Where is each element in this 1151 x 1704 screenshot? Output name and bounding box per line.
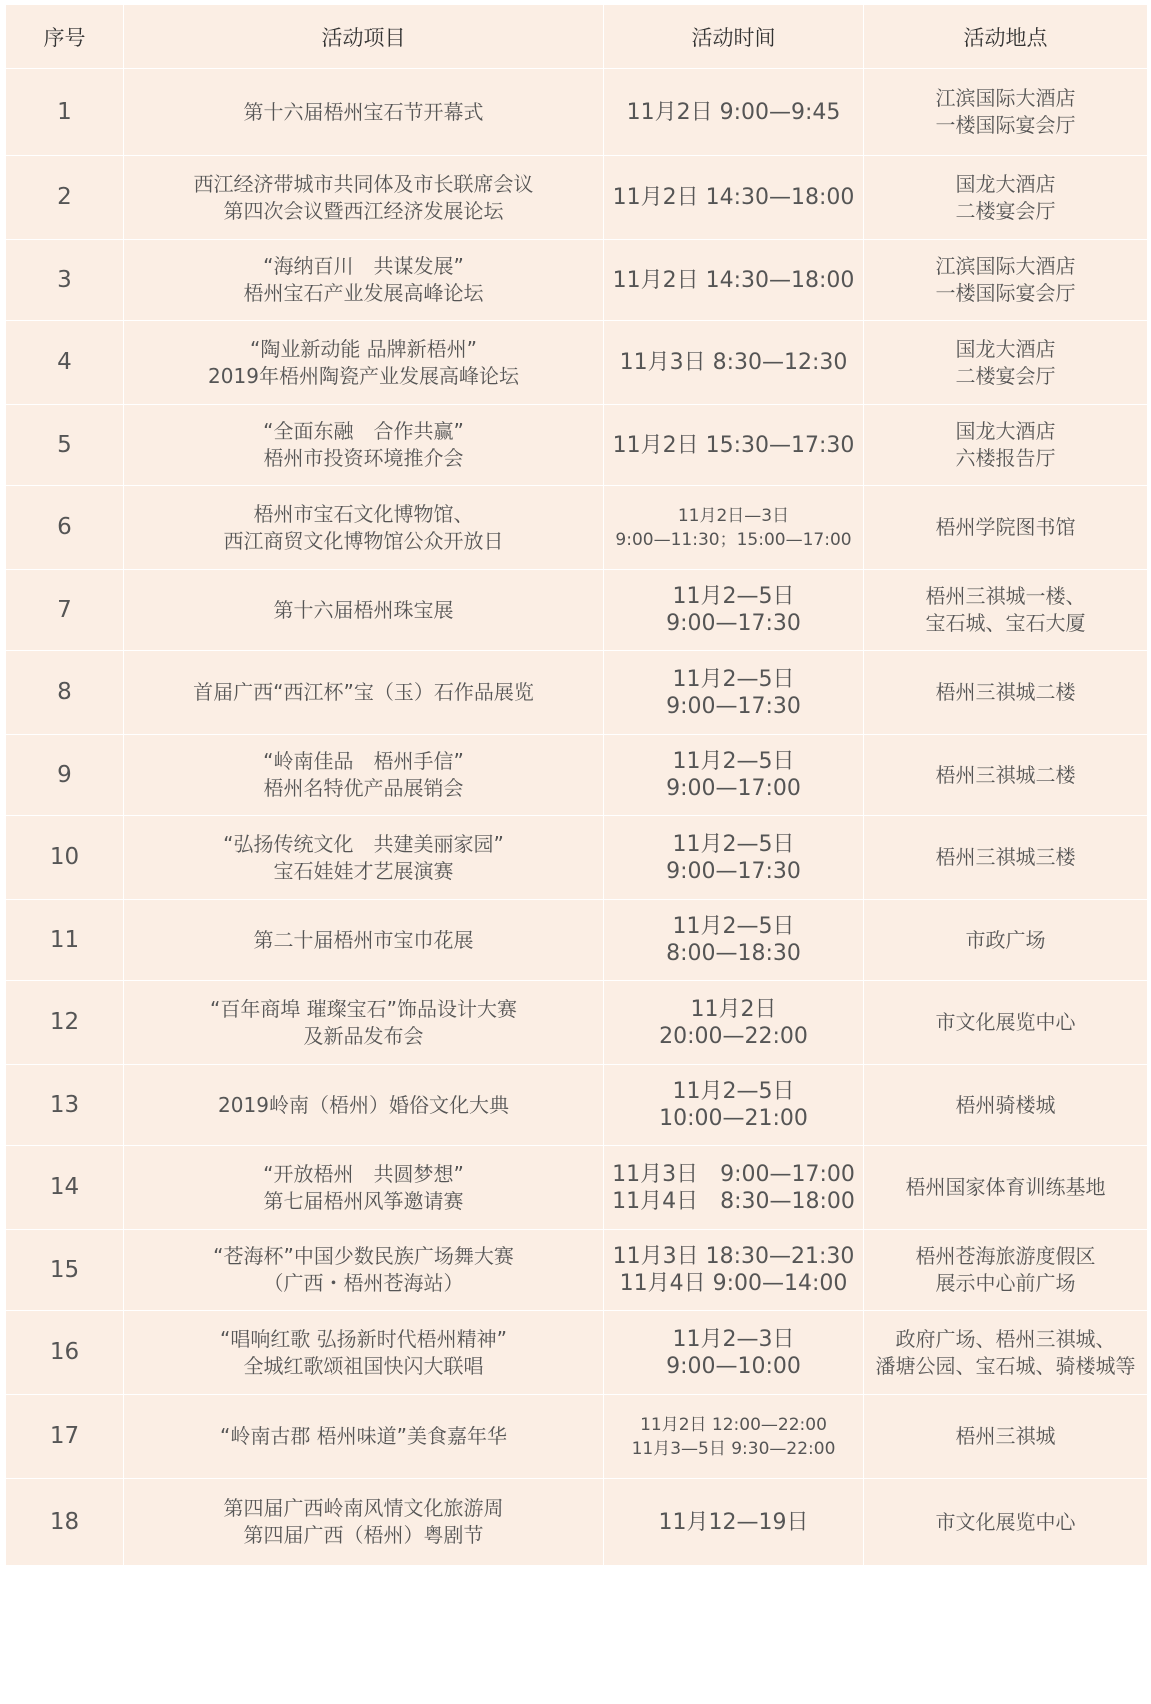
cell-item-line: 第七届梧州风筝邀请赛 [263, 1188, 464, 1213]
cell-place-line: 市政广场 [965, 927, 1046, 952]
cell-place-line: 市文化展览中心 [935, 1509, 1076, 1534]
header-place: 活动地点 [864, 5, 1148, 69]
cell-item [124, 900, 604, 981]
cell-item [124, 69, 604, 156]
cell-time [604, 486, 864, 570]
cell-time [604, 156, 864, 240]
cell-place-line: 潘塘公园、宝石城、骑楼城等 [875, 1353, 1136, 1378]
cell-item [124, 1230, 604, 1311]
table-row [6, 1146, 1148, 1230]
table-row [6, 981, 1148, 1065]
cell-item [124, 981, 604, 1065]
header-row [6, 5, 1148, 69]
cell-place [864, 321, 1148, 405]
cell-place-line: 江滨国际大酒店 [935, 254, 1076, 278]
cell-time [604, 240, 864, 321]
table-row [6, 1230, 1148, 1311]
cell-place-line: 梧州三祺城一楼、 [925, 584, 1086, 608]
cell-place-line: 国龙大酒店 [955, 419, 1056, 443]
cell-item [124, 156, 604, 240]
cell-no: 18 [6, 1479, 124, 1566]
cell-item-line: 2019年梧州陶瓷产业发展高峰论坛 [208, 363, 519, 388]
cell-item-line: 第四次会议暨西江经济发展论坛 [223, 198, 504, 223]
cell-place-line: 政府广场、梧州三祺城、 [895, 1326, 1116, 1351]
cell-no: 16 [6, 1311, 124, 1395]
cell-item-line: “岭南古郡 梧州味道”美食嘉年华 [219, 1424, 508, 1448]
cell-time-line: 11月2日 14:30—18:00 [612, 267, 855, 293]
cell-time [604, 735, 864, 816]
schedule-body [6, 69, 1148, 1566]
cell-place-line: 梧州三祺城二楼 [935, 762, 1076, 787]
cell-time-line: 9:00—11:30；15:00—17:00 [615, 529, 852, 550]
cell-item [124, 570, 604, 651]
cell-item-line: 西江经济带城市共同体及市长联席会议 [193, 171, 534, 196]
cell-place [864, 240, 1148, 321]
cell-no: 10 [6, 816, 124, 900]
cell-time-line: 9:00—17:30 [666, 858, 801, 884]
cell-no: 12 [6, 981, 124, 1065]
cell-time-line: 8:00—18:30 [666, 941, 801, 966]
cell-item [124, 1479, 604, 1566]
cell-item-line: “陶业新动能 品牌新梧州” [249, 336, 478, 361]
cell-place-line: 国龙大酒店 [955, 336, 1056, 361]
cell-time-line: 11月2日 14:30—18:00 [612, 185, 855, 210]
cell-place [864, 570, 1148, 651]
cell-no: 6 [6, 486, 124, 570]
cell-item-line: 梧州市宝石文化博物馆、 [253, 501, 474, 526]
cell-no: 8 [6, 651, 124, 735]
cell-place [864, 1065, 1148, 1146]
cell-item-line: 宝石娃娃才艺展演赛 [273, 858, 454, 883]
table-row [6, 900, 1148, 981]
cell-place [864, 981, 1148, 1065]
cell-time-line: 11月4日 9:00—14:00 [619, 1271, 848, 1296]
cell-place-line: 梧州骑楼城 [955, 1092, 1056, 1117]
header-item: 活动项目 [124, 5, 604, 69]
schedule-wrapper [5, 4, 1147, 1566]
cell-time [604, 1395, 864, 1479]
cell-item-line: 梧州宝石产业发展高峰论坛 [243, 281, 484, 305]
header-no: 序号 [6, 5, 124, 69]
cell-time-line: 11月2—5日 [672, 584, 795, 609]
cell-item-line: 第四届广西（梧州）粤剧节 [243, 1523, 484, 1547]
cell-item-line: “唱响红歌 弘扬新时代梧州精神” [219, 1326, 508, 1351]
cell-place [864, 900, 1148, 981]
cell-item-line: “开放梧州 共圆梦想” [263, 1161, 464, 1186]
cell-place [864, 156, 1148, 240]
cell-item [124, 240, 604, 321]
cell-no: 11 [6, 900, 124, 981]
cell-place-line: 一楼国际宴会厅 [935, 113, 1076, 137]
table-row [6, 1479, 1148, 1566]
cell-time-line: 9:00—10:00 [666, 1353, 801, 1379]
cell-place [864, 816, 1148, 900]
cell-time-line: 11月3日 18:30—21:30 [612, 1244, 855, 1269]
table-row [6, 570, 1148, 651]
cell-time-line: 11月2—5日 [672, 914, 795, 939]
cell-item-line: （广西・梧州苍海站） [263, 1271, 464, 1295]
table-row [6, 1065, 1148, 1146]
cell-item [124, 1311, 604, 1395]
cell-place-line: 梧州三祺城 [955, 1424, 1056, 1448]
cell-place [864, 1230, 1148, 1311]
cell-no: 15 [6, 1230, 124, 1311]
cell-time [604, 405, 864, 486]
cell-time [604, 69, 864, 156]
cell-place-line: 梧州三祺城三楼 [935, 845, 1076, 869]
cell-time-line: 11月2日 12:00—22:00 [640, 1414, 827, 1435]
cell-time [604, 1230, 864, 1311]
cell-time [604, 321, 864, 405]
cell-no: 9 [6, 735, 124, 816]
cell-no: 5 [6, 405, 124, 486]
cell-item [124, 1146, 604, 1230]
cell-time-line: 9:00—17:30 [666, 611, 801, 636]
cell-item-line: “岭南佳品 梧州手信” [263, 749, 464, 773]
cell-place-line: 一楼国际宴会厅 [935, 281, 1076, 305]
cell-time-line: 11月2日 [690, 996, 777, 1022]
cell-place [864, 1311, 1148, 1395]
cell-item-line: 第二十届梧州市宝巾花展 [253, 927, 474, 952]
table-row [6, 651, 1148, 735]
cell-item-line: 第十六届梧州宝石节开幕式 [243, 99, 484, 124]
cell-place-line: 梧州三祺城二楼 [935, 680, 1076, 704]
cell-place-line: 二楼宴会厅 [955, 198, 1056, 223]
cell-item [124, 651, 604, 735]
cell-place-line: 江滨国际大酒店 [935, 86, 1076, 110]
cell-time [604, 1311, 864, 1395]
cell-no: 2 [6, 156, 124, 240]
cell-time-line: 11月2—3日 [672, 1326, 795, 1352]
cell-time-line: 11月3—5日 9:30—22:00 [631, 1438, 836, 1459]
table-row [6, 405, 1148, 486]
cell-item-line: 西江商贸文化博物馆公众开放日 [223, 528, 504, 553]
cell-item-line: 全城红歌颂祖国快闪大联唱 [243, 1353, 484, 1378]
table-row [6, 735, 1148, 816]
table-row [6, 486, 1148, 570]
cell-item-line: 梧州市投资环境推介会 [263, 446, 464, 470]
cell-item-line: 第十六届梧州珠宝展 [273, 597, 454, 622]
cell-time [604, 570, 864, 651]
cell-time-line: 9:00—17:00 [666, 776, 801, 801]
table-row [6, 69, 1148, 156]
cell-item-line: 首届广西“西江杯”宝（玉）石作品展览 [193, 680, 534, 704]
cell-time [604, 1146, 864, 1230]
cell-item [124, 405, 604, 486]
cell-time-line: 11月12—19日 [658, 1509, 809, 1535]
cell-place [864, 651, 1148, 735]
cell-item-line: 2019岭南（梧州）婚俗文化大典 [218, 1092, 509, 1117]
cell-place-line: 国龙大酒店 [955, 171, 1056, 196]
cell-place [864, 486, 1148, 570]
cell-item-line: 及新品发布会 [303, 1023, 424, 1048]
cell-no: 3 [6, 240, 124, 321]
table-row [6, 240, 1148, 321]
cell-time [604, 1479, 864, 1566]
cell-item [124, 735, 604, 816]
cell-time-line: 11月3日 8:30—12:30 [619, 350, 848, 375]
cell-time-line: 11月2日 9:00—9:45 [626, 99, 841, 125]
cell-time [604, 651, 864, 735]
cell-place-line: 二楼宴会厅 [955, 363, 1056, 388]
cell-time [604, 981, 864, 1065]
cell-time-line: 9:00—17:30 [666, 693, 801, 719]
cell-item [124, 321, 604, 405]
header-time: 活动时间 [604, 5, 864, 69]
schedule-table [5, 4, 1148, 1566]
table-row [6, 156, 1148, 240]
cell-no: 14 [6, 1146, 124, 1230]
cell-place-line: 梧州国家体育训练基地 [905, 1175, 1106, 1199]
cell-item-line: “苍海杯”中国少数民族广场舞大赛 [213, 1244, 514, 1268]
cell-item [124, 816, 604, 900]
cell-item [124, 1395, 604, 1479]
cell-item [124, 486, 604, 570]
cell-time [604, 900, 864, 981]
cell-place [864, 735, 1148, 816]
cell-item-line: “全面东融 合作共赢” [263, 419, 464, 443]
table-row [6, 321, 1148, 405]
cell-item-line: “弘扬传统文化 共建美丽家园” [223, 831, 504, 856]
cell-time-line: 11月2—5日 [672, 831, 795, 857]
cell-no: 7 [6, 570, 124, 651]
cell-item-line: “海纳百川 共谋发展” [263, 254, 464, 278]
cell-place-line: 梧州苍海旅游度假区 [915, 1244, 1096, 1268]
cell-no: 13 [6, 1065, 124, 1146]
cell-time [604, 816, 864, 900]
cell-time-line: 11月2—5日 [672, 749, 795, 774]
cell-time-line: 11月2—5日 [672, 1079, 795, 1104]
cell-place [864, 1395, 1148, 1479]
cell-time-line: 20:00—22:00 [659, 1023, 808, 1049]
cell-item-line: 梧州名特优产品展销会 [263, 776, 464, 800]
cell-place-line: 宝石城、宝石大厦 [925, 611, 1086, 635]
cell-time-line: 11月2—5日 [672, 666, 795, 692]
cell-place [864, 69, 1148, 156]
cell-place-line: 展示中心前广场 [935, 1271, 1076, 1295]
cell-item-line: 第四届广西岭南风情文化旅游周 [223, 1496, 504, 1520]
cell-time-line: 11月2日—3日 [677, 505, 790, 526]
cell-no: 4 [6, 321, 124, 405]
cell-no: 17 [6, 1395, 124, 1479]
cell-time-line: 10:00—21:00 [659, 1106, 808, 1131]
cell-place-line: 梧州学院图书馆 [935, 515, 1076, 539]
cell-time-line: 11月3日 9:00—17:00 [612, 1161, 855, 1187]
cell-time [604, 1065, 864, 1146]
cell-place-line: 市文化展览中心 [935, 1010, 1076, 1034]
cell-no: 1 [6, 69, 124, 156]
cell-item [124, 1065, 604, 1146]
cell-item-line: “百年商埠 璀璨宝石”饰品设计大赛 [209, 996, 518, 1021]
cell-place [864, 1479, 1148, 1566]
table-row [6, 1311, 1148, 1395]
table-row [6, 816, 1148, 900]
table-row [6, 1395, 1148, 1479]
cell-place [864, 1146, 1148, 1230]
cell-time-line: 11月2日 15:30—17:30 [612, 432, 855, 458]
cell-time-line: 11月4日 8:30—18:00 [612, 1188, 855, 1214]
cell-place-line: 六楼报告厅 [955, 446, 1056, 470]
cell-place [864, 405, 1148, 486]
